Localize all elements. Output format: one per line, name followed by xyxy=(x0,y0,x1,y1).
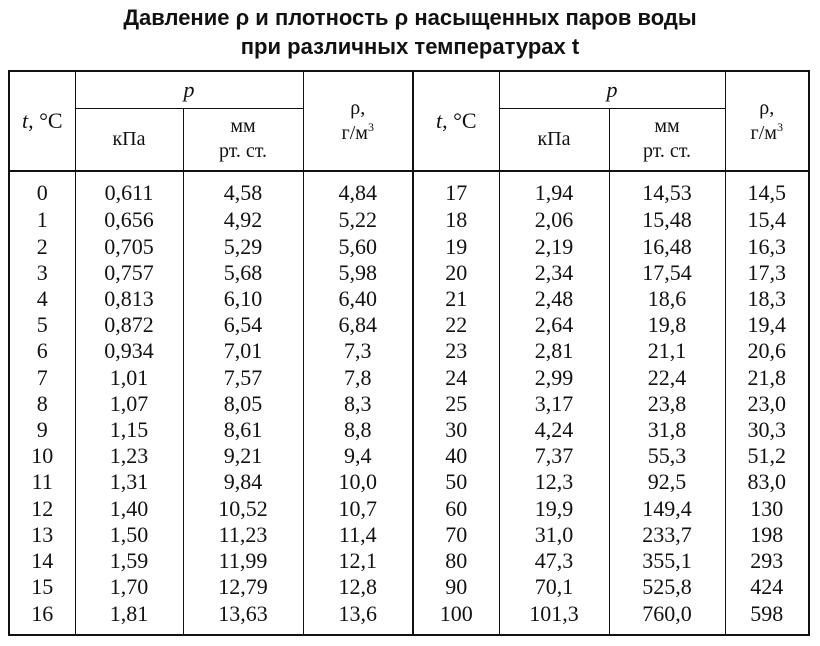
cell-m2: 23,8 xyxy=(609,391,725,417)
table-row xyxy=(9,417,809,443)
header-density-left: ρ, $г/м^3$ xyxy=(303,71,413,171)
cell-k2: 47,3 xyxy=(499,548,609,574)
cell-k2: 3,17 xyxy=(499,391,609,417)
header-temperature-right: t, °C xyxy=(413,71,499,171)
cell-t1: 15 xyxy=(9,574,75,600)
cell-k1: 0,656 xyxy=(75,207,183,233)
cell-m2: 55,3 xyxy=(609,443,725,469)
cell-k2: 2,81 xyxy=(499,338,609,364)
cell-r1: 6,84 xyxy=(303,312,413,338)
table-row xyxy=(9,443,809,469)
table-row xyxy=(9,548,809,574)
table-row xyxy=(9,338,809,364)
cell-k1: 0,872 xyxy=(75,312,183,338)
cell-m1: 5,29 xyxy=(183,233,303,259)
cell-r2: 198 xyxy=(750,521,784,547)
cell-r1: 10,7 xyxy=(303,496,413,522)
cell-m2: 149,4 xyxy=(609,496,725,522)
cell-r2: 293 xyxy=(750,548,784,574)
cell-r2: 17,3 xyxy=(747,259,786,285)
cell-t2: 22 xyxy=(413,312,499,338)
cell-t1: 3 xyxy=(9,260,75,286)
table-row xyxy=(9,207,809,233)
cell-r2: 23,0 xyxy=(747,390,786,416)
cell-k2: 70,1 xyxy=(499,574,609,600)
cell-m1: 9,84 xyxy=(183,469,303,495)
cell-r1: 9,4 xyxy=(303,443,413,469)
cell-t1: 2 xyxy=(9,233,75,259)
cell-m2: 31,8 xyxy=(609,417,725,443)
cell-r1: 6,40 xyxy=(303,286,413,312)
cell-t2: 20 xyxy=(413,260,499,286)
cell-m1: 5,68 xyxy=(183,260,303,286)
cell-m1: 4,92 xyxy=(183,207,303,233)
cell-m2: 14,53 xyxy=(609,171,725,208)
cell-m2: 15,48 xyxy=(609,207,725,233)
cell-k2: 101,3 xyxy=(499,600,609,635)
cell-r2: 14,5 xyxy=(747,180,786,206)
cell-k2: 2,48 xyxy=(499,286,609,312)
cell-r2: 21,8 xyxy=(747,364,786,390)
table-row xyxy=(9,391,809,417)
table-row xyxy=(9,522,809,548)
cell-t2: 40 xyxy=(413,443,499,469)
cell-m1: 11,23 xyxy=(183,522,303,548)
cell-k1: 1,23 xyxy=(75,443,183,469)
header-temperature-left: t, °C xyxy=(9,71,75,171)
cell-r2: 15,4 xyxy=(747,207,786,233)
cell-r2: 19,4 xyxy=(747,312,786,338)
cell-m2: 355,1 xyxy=(609,548,725,574)
cell-t2: 70 xyxy=(413,522,499,548)
cell-r2: 424 xyxy=(750,574,784,600)
cell-k2: 2,64 xyxy=(499,312,609,338)
cell-k1: 1,40 xyxy=(75,496,183,522)
table-row xyxy=(9,574,809,600)
table-row xyxy=(9,469,809,495)
cell-k1: 1,01 xyxy=(75,364,183,390)
cell-r1: 5,22 xyxy=(303,207,413,233)
cell-t1: 6 xyxy=(9,338,75,364)
cell-m2: 22,4 xyxy=(609,364,725,390)
cell-t1: 14 xyxy=(9,548,75,574)
cell-r1: 7,3 xyxy=(303,338,413,364)
table-row xyxy=(9,600,809,635)
cell-m1: 11,99 xyxy=(183,548,303,574)
header-kpa-left: кПа xyxy=(75,109,183,171)
cell-m1: 8,61 xyxy=(183,417,303,443)
cell-r1: 7,8 xyxy=(303,364,413,390)
cell-t2: 100 xyxy=(413,600,499,635)
cell-m1: 7,57 xyxy=(183,364,303,390)
cell-t1: 0 xyxy=(9,171,75,208)
cell-t2: 18 xyxy=(413,207,499,233)
cell-k2: 31,0 xyxy=(499,522,609,548)
cell-m1: 6,10 xyxy=(183,286,303,312)
cell-t1: 16 xyxy=(9,600,75,635)
table-row xyxy=(9,260,809,286)
cell-r2: 51,2 xyxy=(747,443,786,469)
cell-m2: 92,5 xyxy=(609,469,725,495)
cell-k2: 2,06 xyxy=(499,207,609,233)
table-row xyxy=(9,496,809,522)
cell-t2: 80 xyxy=(413,548,499,574)
cell-t1: 4 xyxy=(9,286,75,312)
cell-t2: 90 xyxy=(413,574,499,600)
header-kpa-right: кПа xyxy=(499,109,609,171)
cell-t1: 10 xyxy=(9,443,75,469)
cell-k2: 1,94 xyxy=(499,171,609,208)
cell-k1: 1,31 xyxy=(75,469,183,495)
cell-m2: 16,48 xyxy=(609,233,725,259)
title-line-1: Давление ρ и плотность ρ насыщенных паров воды xyxy=(123,5,697,30)
cell-k1: 1,50 xyxy=(75,522,183,548)
cell-k2: 4,24 xyxy=(499,417,609,443)
cell-m2: 17,54 xyxy=(609,260,725,286)
cell-m2: 18,6 xyxy=(609,286,725,312)
cell-k1: 0,705 xyxy=(75,233,183,259)
cell-k2: 19,9 xyxy=(499,496,609,522)
cell-t1: 11 xyxy=(9,469,75,495)
cell-r2: 16,3 xyxy=(747,233,786,259)
cell-k1: 0,757 xyxy=(75,260,183,286)
cell-m1: 9,21 xyxy=(183,443,303,469)
cell-k1: 1,70 xyxy=(75,574,183,600)
table-row xyxy=(9,312,809,338)
cell-m1: 6,54 xyxy=(183,312,303,338)
cell-r2: 20,6 xyxy=(747,338,786,364)
cell-k2: 12,3 xyxy=(499,469,609,495)
cell-m2: 21,1 xyxy=(609,338,725,364)
cell-k2: 2,99 xyxy=(499,364,609,390)
cell-t2: 23 xyxy=(413,338,499,364)
cell-t2: 19 xyxy=(413,233,499,259)
cell-k2: 7,37 xyxy=(499,443,609,469)
cell-r1: 10,0 xyxy=(303,469,413,495)
cell-r2: 130 xyxy=(750,495,784,521)
cell-t2: 30 xyxy=(413,417,499,443)
cell-m1: 7,01 xyxy=(183,338,303,364)
cell-k1: 1,07 xyxy=(75,391,183,417)
cell-k1: 1,59 xyxy=(75,548,183,574)
cell-m1: 8,05 xyxy=(183,391,303,417)
cell-k2: 2,19 xyxy=(499,233,609,259)
cell-r2: 598 xyxy=(750,601,784,627)
cell-t1: 9 xyxy=(9,417,75,443)
cell-m2: 760,0 xyxy=(609,600,725,635)
cell-t2: 21 xyxy=(413,286,499,312)
cell-t1: 13 xyxy=(9,522,75,548)
cell-m1: 4,58 xyxy=(183,171,303,208)
header-mmhg-left: мм рт. ст. xyxy=(183,109,303,171)
cell-r1: 5,98 xyxy=(303,260,413,286)
cell-m2: 525,8 xyxy=(609,574,725,600)
table-row xyxy=(9,233,809,259)
cell-m1: 10,52 xyxy=(183,496,303,522)
cell-m2: 19,8 xyxy=(609,312,725,338)
header-mmhg-right: мм рт. ст. xyxy=(609,109,725,171)
cell-t1: 8 xyxy=(9,391,75,417)
cell-k1: 1,81 xyxy=(75,600,183,635)
cell-k1: 0,611 xyxy=(75,171,183,208)
cell-r2: 18,3 xyxy=(747,285,786,311)
title-line-2: при различных температурах t xyxy=(240,34,580,59)
cell-r1: 12,8 xyxy=(303,574,413,600)
cell-t2: 17 xyxy=(413,171,499,208)
cell-r2: 30,3 xyxy=(747,417,786,443)
table-row xyxy=(9,286,809,312)
cell-k2: 2,34 xyxy=(499,260,609,286)
cell-m1: 13,63 xyxy=(183,600,303,635)
cell-m1: 12,79 xyxy=(183,574,303,600)
cell-t2: 60 xyxy=(413,496,499,522)
table-row xyxy=(9,364,809,390)
header-density-right: ρ, $г/м^3$ xyxy=(725,71,809,171)
cell-t2: 25 xyxy=(413,391,499,417)
cell-k1: 0,813 xyxy=(75,286,183,312)
cell-r1: 4,84 xyxy=(303,171,413,208)
cell-m2: 233,7 xyxy=(609,522,725,548)
cell-r1: 13,6 xyxy=(303,600,413,635)
cell-r1: 12,1 xyxy=(303,548,413,574)
cell-k1: 0,934 xyxy=(75,338,183,364)
header-pressure-right: p xyxy=(499,71,725,109)
cell-r1: 8,8 xyxy=(303,417,413,443)
cell-t1: 5 xyxy=(9,312,75,338)
table-row xyxy=(9,171,809,208)
cell-t2: 50 xyxy=(413,469,499,495)
cell-t1: 1 xyxy=(9,207,75,233)
cell-t2: 24 xyxy=(413,364,499,390)
cell-r1: 11,4 xyxy=(303,522,413,548)
cell-r2: 83,0 xyxy=(747,469,786,495)
cell-r1: 5,60 xyxy=(303,233,413,259)
cell-r1: 8,3 xyxy=(303,391,413,417)
header-pressure-left: p xyxy=(75,71,303,109)
cell-k1: 1,15 xyxy=(75,417,183,443)
cell-t1: 7 xyxy=(9,364,75,390)
cell-t1: 12 xyxy=(9,496,75,522)
vapor-pressure-table xyxy=(8,70,810,636)
table-body xyxy=(9,171,809,636)
